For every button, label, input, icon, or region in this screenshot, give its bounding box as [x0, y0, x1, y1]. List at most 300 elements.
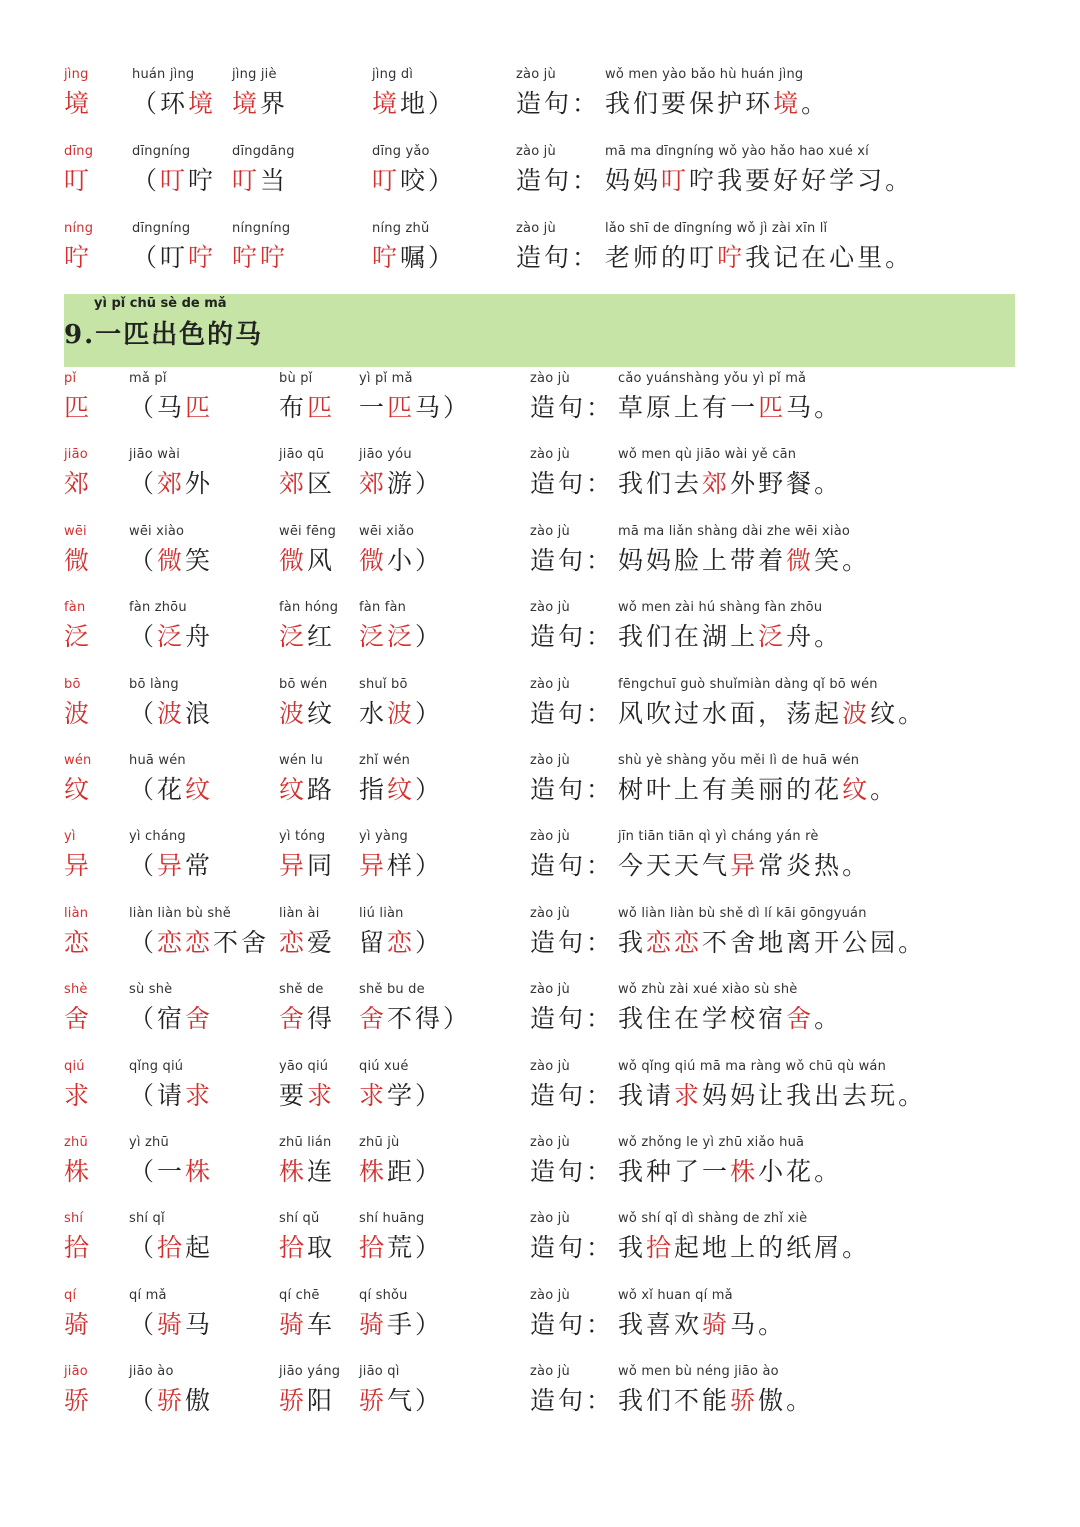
plain-char: ）	[443, 393, 472, 422]
highlight-char: 株	[730, 1157, 759, 1186]
plain-char: 野	[758, 469, 787, 498]
example-sentence	[618, 446, 842, 504]
plain-char: 要	[745, 166, 774, 195]
plain-char: 喜	[646, 1310, 675, 1339]
word-2	[279, 752, 335, 810]
target-character-pinyin: qí	[64, 1288, 77, 1303]
word-3-pinyin: liú liàn	[359, 906, 404, 921]
plain-char: 的	[786, 775, 815, 804]
highlight-char: 异	[279, 851, 308, 880]
sentence-label-hanzi: 造句：	[530, 1081, 615, 1110]
plain-char: 热	[814, 851, 843, 880]
target-character-pinyin: níng	[64, 221, 94, 236]
highlight-char: 舍	[279, 1004, 308, 1033]
sentence-label-pinyin: zào jù	[530, 906, 570, 921]
word-3-hanzi	[359, 999, 471, 1039]
plain-char: （	[129, 699, 158, 728]
plain-char: 。	[814, 393, 843, 422]
plain-char: 地	[758, 928, 787, 957]
highlight-char: 求	[185, 1081, 214, 1110]
sentence-label	[530, 599, 614, 657]
word-2	[232, 66, 288, 124]
target-character-hanzi: 株	[64, 1157, 93, 1186]
word-2	[279, 523, 336, 581]
plain-char: （	[129, 1310, 158, 1339]
highlight-char: 微	[359, 546, 388, 575]
plain-char: 宿	[758, 1004, 787, 1033]
target-character-pinyin: jìng	[64, 67, 89, 82]
highlight-char: 恋	[646, 928, 675, 957]
plain-char: 车	[307, 1310, 336, 1339]
word-2-pinyin: níngníng	[232, 221, 291, 236]
sentence-label-pinyin: zào jù	[516, 144, 556, 159]
example-sentence-pinyin: lǎo shī de dīngníng wǒ jì zài xīn lǐ	[605, 221, 828, 236]
plain-char: 们	[646, 622, 675, 651]
sentence-label-pinyin: zào jù	[530, 1364, 570, 1379]
highlight-char: 骑	[157, 1310, 186, 1339]
plain-char: 校	[730, 1004, 759, 1033]
plain-char: 。	[842, 546, 871, 575]
target-character	[64, 220, 93, 278]
plain-char: 嘱	[400, 243, 429, 272]
plain-char: 区	[307, 469, 336, 498]
word-2-hanzi	[279, 923, 335, 963]
target-character-hanzi: 波	[64, 699, 93, 728]
plain-char: 我	[618, 469, 647, 498]
plain-char: 心	[829, 243, 858, 272]
plain-char: ）	[415, 546, 444, 575]
highlight-char: 匹	[758, 393, 787, 422]
plain-char: 界	[260, 89, 289, 118]
example-sentence-pinyin: wǒ zhǒng le yì zhū xiǎo huā	[618, 1135, 805, 1150]
example-sentence	[618, 1363, 814, 1421]
plain-char: 花	[814, 775, 843, 804]
plain-char: （	[132, 243, 161, 272]
example-sentence	[618, 523, 870, 581]
plain-char: 妈	[605, 166, 634, 195]
word-2	[279, 828, 335, 886]
plain-char: 宿	[157, 1004, 186, 1033]
plain-char: 地	[400, 89, 429, 118]
highlight-char: 咛	[717, 243, 746, 272]
plain-char: 纹	[307, 699, 336, 728]
target-character	[64, 370, 92, 428]
sentence-label-pinyin: zào jù	[516, 67, 556, 82]
plain-char: 的	[661, 243, 690, 272]
highlight-char: 泛	[279, 622, 308, 651]
word-3-hanzi	[359, 923, 443, 963]
plain-char: 美	[730, 775, 759, 804]
plain-char: 常	[185, 851, 214, 880]
word-3-pinyin: wēi xiǎo	[359, 524, 415, 539]
plain-char: 我	[618, 1081, 647, 1110]
plain-char: （	[129, 775, 158, 804]
highlight-char: 舍	[786, 1004, 815, 1033]
word-3-hanzi	[359, 1152, 443, 1192]
highlight-char: 波	[842, 699, 871, 728]
sentence-label	[530, 1134, 614, 1192]
plain-char: 指	[359, 775, 388, 804]
target-character	[64, 981, 92, 1039]
sentence-label	[516, 220, 600, 278]
vocab-row	[0, 1058, 1080, 1134]
plain-char: （	[129, 1004, 158, 1033]
plain-char: 路	[307, 775, 336, 804]
plain-char: 起	[185, 1233, 214, 1262]
plain-char: （	[129, 1157, 158, 1186]
word-3-hanzi	[359, 770, 443, 810]
highlight-char: 匹	[307, 393, 336, 422]
plain-char: （	[129, 469, 158, 498]
word-3	[359, 1058, 443, 1116]
highlight-char: 郊	[279, 469, 308, 498]
plain-char: 咛	[188, 166, 217, 195]
word-1	[132, 220, 216, 278]
highlight-char: 波	[157, 699, 186, 728]
plain-char: 的	[758, 1233, 787, 1262]
target-character	[64, 1058, 92, 1116]
word-1-hanzi	[129, 1381, 213, 1421]
word-2-pinyin: dīngdāng	[232, 144, 295, 159]
plain-char: 妈	[633, 166, 662, 195]
example-sentence	[605, 220, 913, 278]
plain-char: 。	[814, 469, 843, 498]
example-sentence-pinyin: cǎo yuánshàng yǒu yì pǐ mǎ	[618, 371, 807, 386]
word-3	[359, 1210, 443, 1268]
plain-char: 过	[674, 699, 703, 728]
word-1-pinyin: yì zhū	[129, 1135, 169, 1150]
plain-char: 餐	[786, 469, 815, 498]
target-character-pinyin: zhū	[64, 1135, 88, 1150]
highlight-char: 恋	[387, 928, 416, 957]
target-character	[64, 1287, 92, 1345]
example-sentence-hanzi	[618, 1228, 870, 1268]
plain-char: 马	[786, 393, 815, 422]
sentence-label-hanzi: 造句：	[516, 89, 601, 118]
target-character-hanzi: 骑	[64, 1310, 93, 1339]
highlight-char: 恋	[674, 928, 703, 957]
highlight-char: 泛	[157, 622, 186, 651]
plain-char: 着	[758, 546, 787, 575]
word-2	[279, 676, 335, 734]
plain-char: 好	[801, 166, 830, 195]
example-sentence	[618, 1210, 870, 1268]
example-sentence-hanzi	[618, 464, 842, 504]
plain-char: 有	[702, 775, 731, 804]
word-3-hanzi	[359, 388, 471, 428]
sentence-label-pinyin: zào jù	[530, 600, 570, 615]
word-1	[129, 676, 213, 734]
plain-char: 外	[730, 469, 759, 498]
sentence-label-hanzi: 造句：	[530, 1310, 615, 1339]
example-sentence-pinyin: mā ma liǎn shàng dài zhe wēi xiào	[618, 524, 851, 539]
plain-char: 笑	[814, 546, 843, 575]
plain-char: ）	[428, 89, 457, 118]
highlight-char: 异	[730, 851, 759, 880]
word-3	[372, 143, 456, 201]
word-1-pinyin: wēi xiào	[129, 524, 185, 539]
word-3-pinyin: níng zhǔ	[372, 221, 430, 236]
word-2-pinyin: zhū lián	[279, 1135, 332, 1150]
plain-char: 离	[786, 928, 815, 957]
plain-char: 妈	[618, 546, 647, 575]
highlight-char: 异	[359, 851, 388, 880]
plain-char: ）	[428, 166, 457, 195]
word-2-pinyin: fàn hóng	[279, 600, 339, 615]
word-2-pinyin: jìng jiè	[232, 67, 277, 82]
plain-char: 。	[758, 1310, 787, 1339]
plain-char: 游	[387, 469, 416, 498]
example-sentence-pinyin: shù yè shàng yǒu měi lì de huā wén	[618, 753, 860, 768]
plain-char: 傲	[758, 1386, 787, 1415]
sentence-label	[530, 446, 614, 504]
plain-char: 上	[702, 546, 731, 575]
sentence-label	[530, 676, 614, 734]
word-3	[359, 523, 443, 581]
word-2-hanzi	[279, 464, 335, 504]
word-1-pinyin: qí mǎ	[129, 1288, 167, 1303]
example-sentence	[618, 752, 898, 810]
plain-char: （	[129, 851, 158, 880]
word-2-pinyin: wēi fēng	[279, 524, 337, 539]
plain-char: 同	[307, 851, 336, 880]
plain-char: 我	[618, 1157, 647, 1186]
sentence-label	[530, 1287, 614, 1345]
plain-char: ）	[415, 1157, 444, 1186]
plain-char: 学	[829, 166, 858, 195]
plain-char: 傲	[185, 1386, 214, 1415]
word-3	[359, 599, 443, 657]
plain-char: 气	[702, 851, 731, 880]
example-sentence	[618, 828, 870, 886]
target-character-pinyin: fàn	[64, 600, 86, 615]
word-1	[129, 523, 213, 581]
plain-char: 。	[898, 699, 927, 728]
word-1	[129, 981, 213, 1039]
plain-char: 得	[415, 1004, 444, 1033]
word-2	[279, 1210, 335, 1268]
word-1-pinyin: bō làng	[129, 677, 179, 692]
plain-char: 天	[646, 851, 675, 880]
word-1	[129, 1363, 213, 1421]
word-2-pinyin: wén lu	[279, 753, 324, 768]
word-1-pinyin: qǐng qiú	[129, 1059, 184, 1074]
plain-char: 丽	[758, 775, 787, 804]
plain-char: 请	[646, 1081, 675, 1110]
word-3-hanzi	[359, 1228, 443, 1268]
word-1-pinyin: dīngníng	[132, 221, 191, 236]
plain-char: 不	[387, 1004, 416, 1033]
sentence-label-pinyin: zào jù	[530, 524, 570, 539]
example-sentence-hanzi	[618, 923, 926, 963]
sentence-label-pinyin: zào jù	[530, 447, 570, 462]
plain-char: 炎	[786, 851, 815, 880]
plain-char: 要	[661, 89, 690, 118]
word-2	[279, 1363, 340, 1421]
plain-char: 浪	[185, 699, 214, 728]
highlight-char: 求	[359, 1081, 388, 1110]
sentence-label-hanzi: 造句：	[530, 546, 615, 575]
highlight-char: 舍	[359, 1004, 388, 1033]
sentence-label-pinyin: zào jù	[530, 1211, 570, 1226]
plain-char: 上	[730, 622, 759, 651]
plain-char: 。	[842, 851, 871, 880]
plain-char: ）	[415, 775, 444, 804]
sentence-label-hanzi: 造句：	[530, 775, 615, 804]
word-2-hanzi	[279, 999, 335, 1039]
word-3-pinyin: jiāo qì	[359, 1364, 400, 1379]
highlight-char: 纹	[185, 775, 214, 804]
target-character	[64, 1210, 92, 1268]
highlight-char: 波	[387, 699, 416, 728]
highlight-char: 微	[786, 546, 815, 575]
example-sentence-hanzi	[618, 617, 842, 657]
word-1	[129, 1134, 213, 1192]
plain-char: 学	[387, 1081, 416, 1110]
word-3-pinyin: jìng dì	[372, 67, 414, 82]
sentence-label-hanzi: 造句：	[530, 1233, 615, 1262]
target-character	[64, 905, 92, 963]
plain-char: 保	[689, 89, 718, 118]
sentence-label-hanzi: 造句：	[530, 393, 615, 422]
target-character-pinyin: liàn	[64, 906, 89, 921]
plain-char: 舍	[730, 928, 759, 957]
plain-char: 屑	[814, 1233, 843, 1262]
word-1	[132, 66, 216, 124]
plain-char: 欢	[674, 1310, 703, 1339]
plain-char: 取	[307, 1233, 336, 1262]
plain-char: 们	[646, 469, 675, 498]
plain-char: 布	[279, 393, 308, 422]
lesson-header-bar	[64, 294, 1015, 367]
plain-char: ）	[415, 1081, 444, 1110]
example-sentence-pinyin: wǒ shí qǐ dì shàng de zhǐ xiè	[618, 1211, 808, 1226]
plain-char: 。	[885, 243, 914, 272]
highlight-char: 境	[773, 89, 802, 118]
word-3-pinyin: shě bu de	[359, 982, 425, 997]
target-character-hanzi: 骄	[64, 1386, 93, 1415]
word-2-pinyin: shí qǔ	[279, 1211, 320, 1226]
plain-char: 有	[702, 393, 731, 422]
word-2-hanzi	[232, 161, 295, 201]
sentence-label-pinyin: zào jù	[530, 753, 570, 768]
vocab-row	[0, 1363, 1080, 1439]
word-2	[232, 143, 295, 201]
target-character-pinyin: dīng	[64, 144, 94, 159]
word-3-pinyin: yì pǐ mǎ	[359, 371, 413, 386]
vocab-row	[0, 370, 1080, 446]
plain-char: 们	[646, 1386, 675, 1415]
word-3-hanzi	[359, 464, 443, 504]
example-sentence-hanzi	[618, 388, 842, 428]
target-character-pinyin: jiāo	[64, 1364, 88, 1379]
word-3	[359, 828, 443, 886]
lesson-title-pinyin: yì pǐ chū sè de mǎ	[94, 296, 227, 311]
plain-char: ，	[758, 699, 787, 728]
plain-char: 一	[730, 393, 759, 422]
vocab-row	[0, 981, 1080, 1057]
plain-char: 手	[387, 1310, 416, 1339]
plain-char: ）	[415, 1233, 444, 1262]
plain-char: 里	[857, 243, 886, 272]
word-2-hanzi	[279, 770, 335, 810]
word-1-hanzi	[129, 770, 213, 810]
word-2-hanzi	[279, 694, 335, 734]
plain-char: 环	[745, 89, 774, 118]
plain-char: 外	[185, 469, 214, 498]
word-1-pinyin: liàn liàn bù shě	[129, 906, 231, 921]
sentence-label-pinyin: zào jù	[530, 677, 570, 692]
sentence-label-pinyin: zào jù	[530, 1059, 570, 1074]
word-3	[359, 905, 443, 963]
plain-char: 请	[157, 1081, 186, 1110]
example-sentence-hanzi	[618, 1381, 814, 1421]
word-2	[279, 446, 335, 504]
plain-char: 我	[618, 1310, 647, 1339]
plain-char: 马	[157, 393, 186, 422]
sentence-label-pinyin: zào jù	[530, 1135, 570, 1150]
target-character-pinyin: wēi	[64, 524, 87, 539]
word-1-hanzi	[129, 1076, 213, 1116]
highlight-char: 骄	[157, 1386, 186, 1415]
word-1-pinyin: sù shè	[129, 982, 173, 997]
word-3-hanzi	[359, 617, 443, 657]
vocab-row	[0, 599, 1080, 675]
highlight-char: 郊	[359, 469, 388, 498]
word-3-pinyin: shí huāng	[359, 1211, 425, 1226]
word-3	[359, 1287, 443, 1345]
vocab-row	[0, 1287, 1080, 1363]
vocab-row	[0, 66, 1080, 142]
plain-char: 住	[646, 1004, 675, 1033]
highlight-char: 骑	[279, 1310, 308, 1339]
word-3-hanzi	[359, 1381, 443, 1421]
highlight-char: 郊	[157, 469, 186, 498]
plain-char: 舟	[786, 622, 815, 651]
plain-char: 。	[898, 1081, 927, 1110]
word-1	[132, 143, 216, 201]
plain-char: 了	[674, 1157, 703, 1186]
word-3-pinyin: shuǐ bō	[359, 677, 408, 692]
plain-char: 我	[618, 1386, 647, 1415]
highlight-char: 株	[185, 1157, 214, 1186]
example-sentence-hanzi	[618, 846, 870, 886]
sentence-label	[530, 370, 614, 428]
word-2-hanzi	[279, 846, 335, 886]
plain-char: 叶	[646, 775, 675, 804]
sentence-label	[530, 1363, 614, 1421]
example-sentence-hanzi	[618, 999, 842, 1039]
plain-char: 小	[387, 546, 416, 575]
highlight-char: 微	[279, 546, 308, 575]
word-3-pinyin: jiāo yóu	[359, 447, 412, 462]
plain-char: 我	[618, 622, 647, 651]
sentence-label-hanzi: 造句：	[530, 1386, 615, 1415]
highlight-char: 微	[157, 546, 186, 575]
word-2-pinyin: yì tóng	[279, 829, 326, 844]
plain-char: 样	[387, 851, 416, 880]
vocab-row	[0, 523, 1080, 599]
plain-char: 原	[646, 393, 675, 422]
plain-char: 当	[260, 166, 289, 195]
word-1-hanzi	[129, 923, 269, 963]
word-3-hanzi	[359, 846, 443, 886]
highlight-char: 纹	[387, 775, 416, 804]
plain-char: 起	[814, 699, 843, 728]
highlight-char: 骄	[730, 1386, 759, 1415]
plain-char: （	[129, 622, 158, 651]
word-1-hanzi	[132, 84, 216, 124]
